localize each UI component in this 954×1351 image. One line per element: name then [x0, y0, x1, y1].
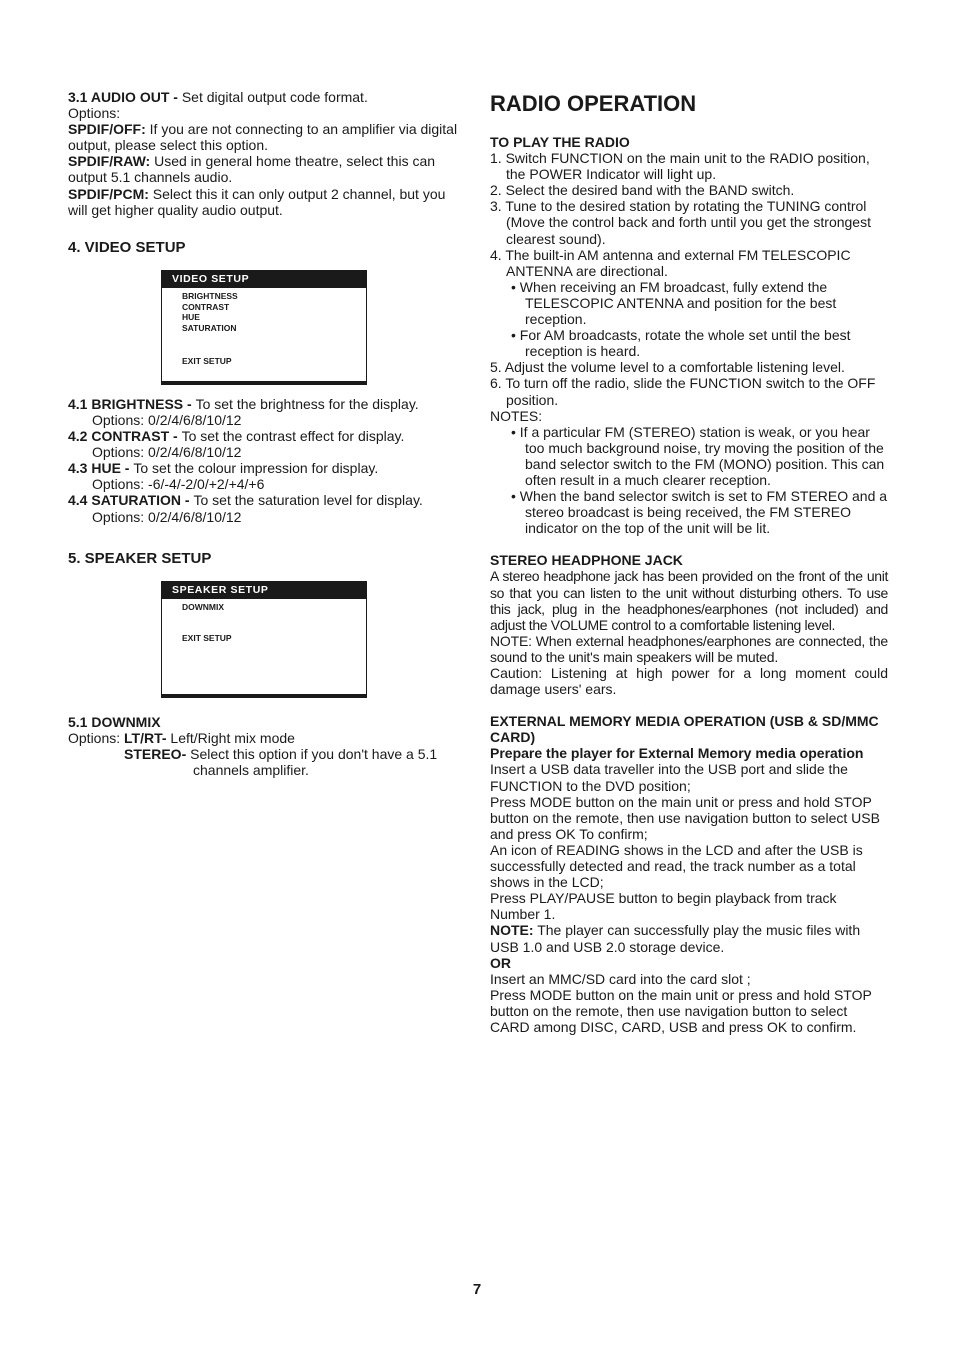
- radio-step-4: 4. The built-in AM antenna and external FM TELESCOPIC ANTENNA are directional.: [490, 246, 851, 279]
- video-setup-menu-body: [162, 288, 366, 367]
- note-bullet-fm-stereo: • When the band selector switch is set to FM STEREO and a stereo broadcast is being received, the FM STEREO indicator on the top of the unit will be lit.: [511, 488, 888, 537]
- ext-mem-note-term: NOTE:: [490, 922, 534, 939]
- notes-label: NOTES:: [490, 407, 543, 424]
- ext-mem-note-desc: The player can successfully play the music files with USB 1.0 and USB 2.0 storage device.: [490, 922, 861, 955]
- downmix-options-label: Options:: [68, 729, 125, 746]
- radio-step-2: 2. Select the desired band with the BAND switch.: [490, 182, 795, 199]
- spdif-off: [68, 121, 460, 153]
- hue-desc: To set the colour impression for display.: [133, 460, 379, 477]
- headphone-text-2: NOTE: When external headphones/earphones are connected, the sound to the unit's main speakers will be muted.: [490, 632, 888, 665]
- contrast-options: Options: 0/2/4/6/8/10/12: [92, 444, 242, 461]
- to-play-radio-heading: TO PLAY THE RADIO: [490, 134, 630, 150]
- ltrt-desc: Left/Right mix mode: [166, 729, 295, 746]
- audio-out-desc: Set digital output code format.: [181, 89, 368, 105]
- spdif-pcm: [68, 186, 460, 218]
- downmix-heading: 5.1 DOWNMIX: [68, 713, 161, 730]
- note-bullet-weak-station: • If a particular FM (STEREO) station is weak, or you hear too much background noise, try moving the position of the band selector switch to the FM (MONO) position. This can often result in a much clearer reception.: [511, 423, 885, 488]
- brightness-term: 4.1 BRIGHTNESS -: [68, 395, 196, 412]
- saturation-term: 4.4 SATURATION -: [68, 492, 194, 509]
- ltrt-term: LT/RT-: [124, 729, 167, 746]
- headphone-heading: STEREO HEADPHONE JACK: [490, 552, 683, 569]
- hue-line: [68, 460, 460, 476]
- spdif-pcm-desc: Select this it can only output 2 channel, but you will get higher quality audio output.: [68, 185, 446, 218]
- radio-step-3: 3. Tune to the desired station by rotating the TUNING control (Move the control back and forth until you get the strongest clearest sound).: [490, 198, 871, 247]
- menu-item-downmix: DOWNMIX: [182, 601, 225, 612]
- spdif-raw: [68, 153, 460, 185]
- ext-mem-line-2: Press MODE button on the main unit or press and hold STOP button on the remote, then use navigation button to select USB and press OK To confirm;: [490, 793, 880, 842]
- video-setup-heading: 4. VIDEO SETUP: [68, 238, 186, 256]
- spdif-raw-desc: Used in general home theatre, select this can output 5.1 channels audio.: [68, 153, 436, 186]
- ext-mem-line-6: Press MODE button on the main unit or press and hold STOP button on the remote, then use navigation button to select CARD among DISC, CARD, USB and press OK to confirm.: [490, 986, 872, 1035]
- ext-mem-line-3: An icon of READING shows in the LCD and after the USB is successfully detected and read, the track number as a total shows in the LCD;: [490, 841, 863, 891]
- menu-item-saturation: SATURATION: [182, 323, 237, 334]
- contrast-desc: To set the contrast effect for display.: [181, 428, 405, 445]
- menu-item-hue: HUE: [182, 312, 200, 323]
- ext-mem-note: [490, 922, 888, 954]
- saturation-desc: To set the saturation level for display.: [193, 492, 423, 509]
- menu-item-exit-setup-speaker: EXIT SETUP: [182, 633, 232, 644]
- video-setup-menu-title: VIDEO SETUP: [162, 271, 366, 288]
- page-number: 7: [472, 1281, 482, 1298]
- menu-item-brightness: BRIGHTNESS: [182, 290, 238, 301]
- speaker-setup-menu-body: [162, 599, 366, 645]
- stereo-term: STEREO-: [124, 745, 187, 762]
- speaker-setup-menu: [161, 581, 367, 698]
- radio-step-5: 5. Adjust the volume level to a comfortable listening level.: [490, 359, 845, 376]
- saturation-options: Options: 0/2/4/6/8/10/12: [92, 508, 242, 525]
- radio-bullet-fm: • When receiving an FM broadcast, fully extend the TELESCOPIC ANTENNA and position for the best reception.: [511, 278, 837, 328]
- audio-out-options: Options:: [68, 105, 121, 122]
- hue-options: Options: -6/-4/-2/0/+2/+4/+6: [92, 476, 265, 493]
- ext-mem-line-4: Press PLAY/PAUSE button to begin playback from track Number 1.: [490, 890, 837, 923]
- brightness-line: [68, 396, 460, 412]
- external-memory-heading: EXTERNAL MEMORY MEDIA OPERATION (USB & SD/MMC CARD): [490, 713, 879, 746]
- menu-item-contrast: CONTRAST: [182, 301, 230, 312]
- downmix-options-line: [68, 730, 460, 746]
- ext-mem-or: OR: [490, 954, 511, 971]
- spdif-pcm-term: SPDIF/PCM:: [68, 185, 149, 202]
- hue-term: 4.3 HUE -: [68, 460, 134, 477]
- external-memory-subheading: Prepare the player for External Memory media operation: [490, 745, 864, 762]
- speaker-setup-menu-title: SPEAKER SETUP: [162, 582, 366, 599]
- audio-out-label: 3.1 AUDIO OUT -: [68, 89, 182, 105]
- saturation-line: [68, 492, 460, 508]
- brightness-desc: To set the brightness for the display.: [195, 395, 419, 412]
- audio-out-line: [68, 89, 460, 105]
- headphone-text-3: Caution: Listening at high power for a long moment could damage users' ears.: [490, 665, 888, 698]
- spdif-off-term: SPDIF/OFF:: [68, 121, 146, 138]
- stereo-desc: Select this option if you don't have a 5.1 channels amplifier.: [186, 745, 438, 778]
- speaker-setup-heading: 5. SPEAKER SETUP: [68, 549, 212, 567]
- right-column: [490, 89, 888, 1035]
- spdif-raw-term: SPDIF/RAW:: [68, 153, 151, 170]
- stereo-option-line: [68, 746, 460, 778]
- contrast-line: [68, 428, 460, 444]
- radio-step-1: 1. Switch FUNCTION on the main unit to the RADIO position, the POWER Indicator will light up.: [490, 150, 870, 183]
- left-column: [68, 89, 460, 778]
- ext-mem-line-5: Insert an MMC/SD card into the card slot ;: [490, 970, 751, 987]
- contrast-term: 4.2 CONTRAST -: [68, 428, 182, 445]
- radio-operation-title: RADIO OPERATION: [490, 91, 697, 116]
- video-setup-menu: [161, 270, 367, 385]
- radio-bullet-am: • For AM broadcasts, rotate the whole set until the best reception is heard.: [511, 327, 851, 360]
- headphone-text-1: A stereo headphone jack has been provided on the front of the unit so that you can listen to the unit without disturbing others. To use this jack, plug in the headphones/earphones (not included) and adjust the VOLUME control to a comfortable listening level.: [490, 568, 888, 633]
- ext-mem-line-1: Insert a USB data traveller into the USB port and slide the FUNCTION to the DVD position;: [490, 761, 848, 794]
- spdif-off-desc: If you are not connecting to an amplifier via digital output, please select this option.: [68, 121, 458, 154]
- radio-step-6: 6. To turn off the radio, slide the FUNCTION switch to the OFF position.: [490, 375, 876, 408]
- menu-item-exit-setup: EXIT SETUP: [182, 356, 232, 367]
- brightness-options: Options: 0/2/4/6/8/10/12: [92, 411, 242, 428]
